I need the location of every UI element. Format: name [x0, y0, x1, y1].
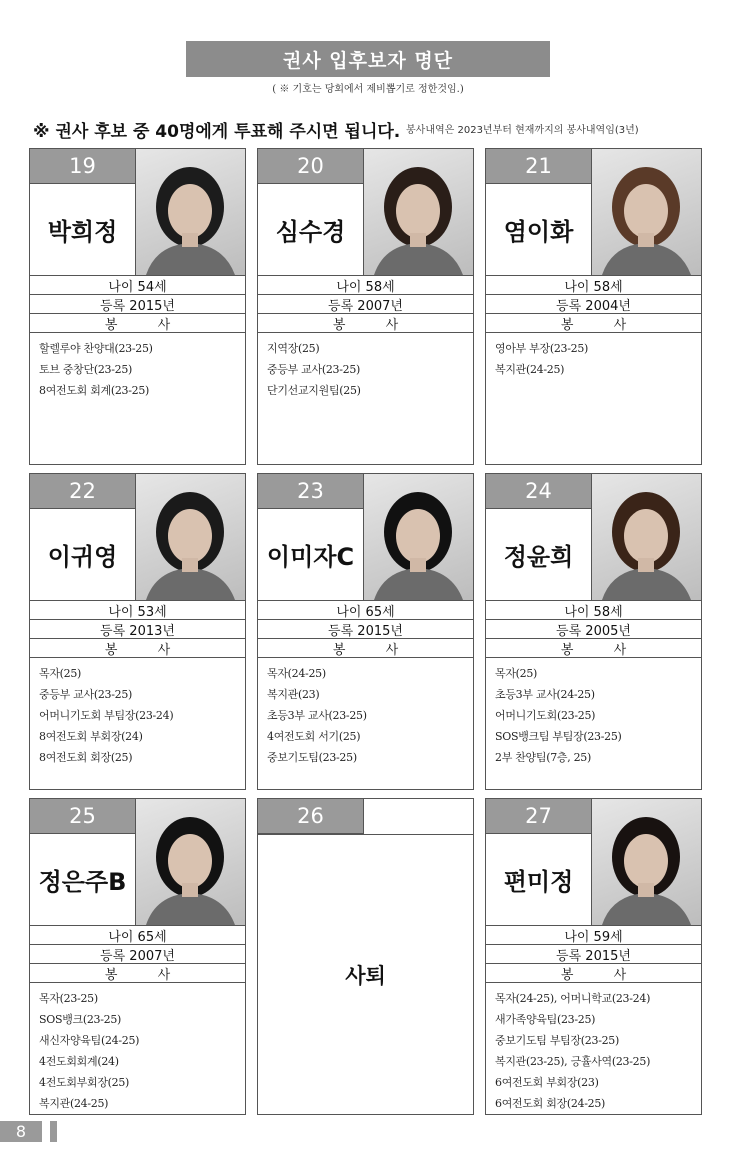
candidate-number: 26: [258, 799, 364, 834]
service-item: 목자(24-25), 어머니학교(23-24): [495, 992, 651, 1005]
candidate-name: 염이화: [486, 184, 592, 275]
service-item: 복지관(24-25): [39, 1097, 109, 1110]
candidate-card: [29, 473, 246, 790]
candidate-name: 박희정: [30, 184, 136, 275]
service-item: 4여전도회 서기(25): [267, 730, 361, 743]
candidate-age: 나이 65세: [30, 925, 245, 944]
title-note: ( ※ 기호는 당회에서 제비뽑기로 정한것임.): [272, 84, 464, 95]
service-item: 목자(25): [495, 667, 538, 680]
service-item: 어머니기도회(23-25): [495, 709, 596, 722]
service-item: 4전도회부회장(25): [39, 1076, 130, 1089]
service-header: 봉 사: [30, 963, 245, 982]
service-header: 봉 사: [30, 638, 245, 657]
candidate-registration: 등록 2005년: [486, 619, 701, 638]
service-item: 6여전도회 회장(24-25): [495, 1097, 606, 1110]
service-item: 4전도회회계(24): [39, 1055, 119, 1068]
candidate-age: 나이 58세: [258, 275, 473, 294]
candidate-name: 편미정: [486, 834, 592, 925]
service-item: 새가족양육팀(23-25): [495, 1013, 596, 1026]
candidate-registration: 등록 2015년: [258, 619, 473, 638]
service-header: 봉 사: [486, 313, 701, 332]
candidate-photo: [136, 799, 245, 925]
service-item: 복지관(23-25), 긍휼사역(23-25): [495, 1055, 651, 1068]
candidate-photo: [364, 474, 473, 600]
service-item: 복지관(23): [267, 688, 320, 701]
service-list: [486, 657, 701, 768]
service-item: 중등부 교사(23-25): [39, 688, 133, 701]
candidate-number: 23: [258, 474, 364, 509]
page-title: 권사 입후보자 명단: [186, 41, 550, 77]
service-header: 봉 사: [258, 638, 473, 657]
service-item: 새신자양육팀(24-25): [39, 1034, 140, 1047]
candidate-card: [485, 798, 702, 1115]
candidate-photo: [592, 474, 701, 600]
candidate-registration: 등록 2015년: [486, 944, 701, 963]
candidate-age: 나이 58세: [486, 600, 701, 619]
service-item: 초등3부 교사(24-25): [495, 688, 595, 701]
candidate-name: 이귀영: [30, 509, 136, 600]
service-item: 6여전도회 부회장(23): [495, 1076, 599, 1089]
candidate-registration: 등록 2007년: [258, 294, 473, 313]
candidate-age: 나이 54세: [30, 275, 245, 294]
candidate-card: [257, 148, 474, 465]
service-item: 8여전도회 부회장(24): [39, 730, 143, 743]
service-item: 복지관(24-25): [495, 363, 565, 376]
withdrawn-label: 사퇴: [258, 834, 473, 1115]
service-item: 8여전도회 회계(23-25): [39, 384, 150, 397]
candidate-number: 21: [486, 149, 592, 184]
candidate-card: [485, 148, 702, 465]
candidate-photo: [136, 474, 245, 600]
candidate-number: 27: [486, 799, 592, 834]
candidate-name: 심수경: [258, 184, 364, 275]
service-header: 봉 사: [486, 638, 701, 657]
voting-instruction: ※ 권사 후보 중 40명에게 투표해 주시면 됩니다.: [33, 122, 401, 142]
service-item: SOS뱅크팀 부팀장(23-25): [495, 730, 622, 743]
candidate-photo: [364, 149, 473, 275]
candidate-age: 나이 58세: [486, 275, 701, 294]
candidate-registration: 등록 2007년: [30, 944, 245, 963]
candidate-name: 정은주B: [30, 834, 136, 925]
service-item: 목자(25): [39, 667, 82, 680]
service-item: 중보기도팀(23-25): [267, 751, 357, 764]
service-item: 영아부 부장(23-25): [495, 342, 589, 355]
service-list: [486, 332, 701, 380]
service-item: 목자(23-25): [39, 992, 98, 1005]
candidate-age: 나이 59세: [486, 925, 701, 944]
service-item: 단기선교지원팀(25): [267, 384, 361, 397]
candidate-card: [257, 798, 474, 1115]
service-header: 봉 사: [486, 963, 701, 982]
candidate-card: [485, 473, 702, 790]
service-item: 초등3부 교사(23-25): [267, 709, 367, 722]
candidate-number: 25: [30, 799, 136, 834]
service-header: 봉 사: [258, 313, 473, 332]
candidate-number: 24: [486, 474, 592, 509]
candidate-card: [29, 798, 246, 1115]
service-list: [30, 657, 245, 768]
service-item: 중보기도팀 부팀장(23-25): [495, 1034, 619, 1047]
service-item: 지역장(25): [267, 342, 320, 355]
service-header: 봉 사: [30, 313, 245, 332]
candidate-name: 정윤희: [486, 509, 592, 600]
candidate-age: 나이 65세: [258, 600, 473, 619]
service-item: 2부 찬양팀(7층, 25): [495, 751, 591, 764]
service-list: [258, 657, 473, 768]
page-number: 8: [0, 1121, 42, 1142]
candidate-photo: [136, 149, 245, 275]
page-tab-marker: [50, 1121, 57, 1142]
candidate-age: 나이 53세: [30, 600, 245, 619]
service-item: 어머니기도회 부팀장(23-24): [39, 709, 174, 722]
candidate-name: 이미자C: [258, 509, 364, 600]
candidate-registration: 등록 2015년: [30, 294, 245, 313]
service-item: 목자(24-25): [267, 667, 326, 680]
service-list: [486, 982, 701, 1114]
service-item: SOS뱅크(23-25): [39, 1013, 122, 1026]
candidate-photo: [592, 799, 701, 925]
candidate-registration: 등록 2013년: [30, 619, 245, 638]
candidate-number: 22: [30, 474, 136, 509]
candidate-card: [29, 148, 246, 465]
service-item: 8여전도회 회장(25): [39, 751, 133, 764]
candidate-card: [257, 473, 474, 790]
service-item: 중등부 교사(23-25): [267, 363, 361, 376]
service-period-note: 봉사내역은 2023년부터 현재까지의 봉사내역임(3년): [406, 125, 639, 136]
service-list: [30, 332, 245, 401]
candidate-number: 20: [258, 149, 364, 184]
candidate-number: 19: [30, 149, 136, 184]
service-item: 토브 중창단(23-25): [39, 363, 133, 376]
service-list: [258, 332, 473, 401]
candidate-registration: 등록 2004년: [486, 294, 701, 313]
service-list: [30, 982, 245, 1114]
service-item: 할렐루야 찬양대(23-25): [39, 342, 153, 355]
candidate-photo: [592, 149, 701, 275]
